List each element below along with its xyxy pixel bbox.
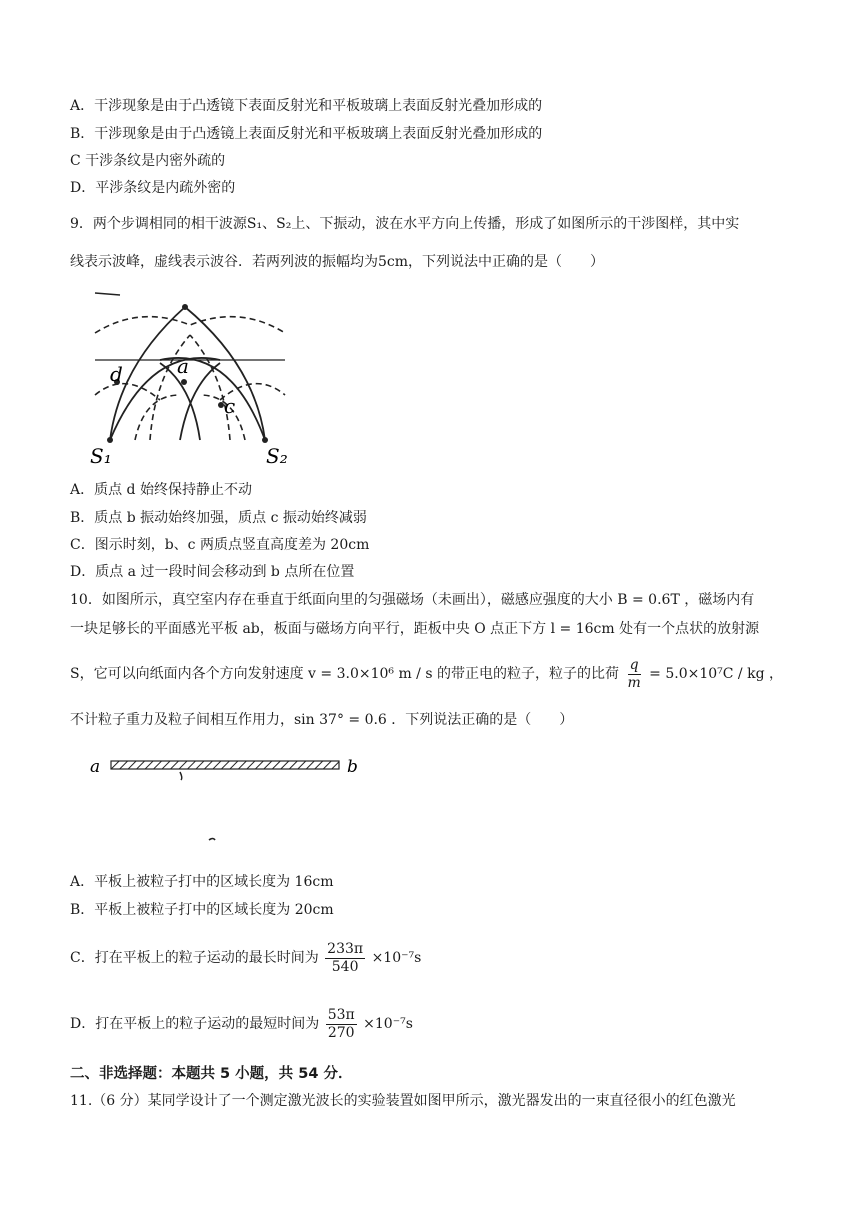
q10-option-c-denominator: 540 — [331, 958, 359, 975]
section-2-heading: 二、非选择题：本题共 5 小题，共 54 分． — [70, 1066, 353, 1082]
q9-option-a: A．质点 d 始终保持静止不动 — [70, 482, 252, 498]
q8-option-d: D．平涉条纹是内疏外密的 — [70, 180, 236, 196]
q10-fraction-denominator: m — [627, 674, 641, 691]
q9-point-a — [181, 379, 187, 385]
q10-stem-line4: 不计粒子重力及粒子间相互作用力，sin 37° = 0.6 ．下列说法正确的是（ ） — [70, 712, 574, 728]
q10-option-a: A．平板上被粒子打中的区域长度为 16cm — [70, 874, 334, 890]
q10-option-d-fraction — [326, 1007, 357, 1042]
q11-stem-line1: 11.（6 分）某同学设计了一个测定激光波长的实验装置如图甲所示，激光器发出的一束直径很小的红色激光 — [70, 1093, 736, 1109]
q9-label-a: a — [177, 354, 189, 378]
q9-option-b: B．质点 b 振动始终加强，质点 c 振动始终减弱 — [70, 510, 367, 526]
q10-option-d-numerator: 53π — [327, 1006, 355, 1023]
q9-option-c: C．图示时刻，b、c 两质点竖直高度差为 20cm — [70, 537, 370, 553]
q10-option-d — [70, 1002, 413, 1046]
q10-stem-line2: 一块足够长的平面感光平板 ab，板面与磁场方向平行，距板中央 O 点正下方 l = 16cm 处有一个点状的放射源 — [70, 621, 760, 637]
q10-option-c-numerator: 233π — [327, 940, 364, 957]
q10-plate — [111, 761, 339, 769]
q10-label-a: a — [90, 757, 101, 777]
q10-option-d-denominator: 270 — [327, 1024, 355, 1041]
q10-source-s-mark — [209, 839, 215, 841]
q10-option-b: B．平板上被粒子打中的区域长度为 20cm — [70, 902, 334, 918]
q9-interference-figure — [80, 285, 300, 470]
q9-label-s2: S₂ — [266, 444, 288, 468]
q10-stem-line3-a: S，它可以向纸面内各个方向发射速度 v = 3.0×10⁶ m / s 的带正电的粒子，粒子的比荷 — [70, 666, 619, 682]
q8-option-a: A．干涉现象是由于凸透镜下表面反射光和平板玻璃上表面反射光叠加形成的 — [70, 98, 543, 114]
q10-option-c-fraction — [325, 941, 365, 976]
q10-option-d-unit: ×10⁻⁷s — [363, 1016, 413, 1032]
q10-stem-line1: 10．如图所示，真空室内存在垂直于纸面向里的匀强磁场（未画出），磁感应强度的大小 B = 0.6T ，磁场内有 — [70, 592, 755, 608]
q9-label-c: c — [224, 394, 236, 418]
q10-charge-mass-fraction — [625, 657, 642, 692]
q10-plate-figure — [85, 752, 375, 852]
q10-option-c-unit: ×10⁻⁷s — [371, 950, 422, 966]
q9-stem-line2: 线表示波峰，虚线表示波谷．若两列波的振幅均为5cm，下列说法中正确的是（ ） — [70, 254, 605, 270]
q8-option-b: B．干涉现象是由于凸透镜上表面反射光和平板玻璃上表面反射光叠加形成的 — [70, 126, 543, 142]
q9-label-d: d — [110, 362, 123, 386]
q9-stem-line1: 9．两个步调相同的相干波源S₁、S₂上、下振动，波在水平方向上传播，形成了如图所示的干涉图样，其中实 — [70, 216, 740, 232]
q8-option-c: C 干涉条纹是内密外疏的 — [70, 153, 226, 169]
q9-option-d: D．质点 a 过一段时间会移动到 b 点所在位置 — [70, 564, 355, 580]
q10-option-c — [70, 936, 421, 980]
q9-label-s1: S₁ — [90, 444, 112, 468]
q10-stem-line3 — [70, 654, 783, 694]
q9-source-s2 — [262, 437, 268, 443]
q10-option-c-text: C．打在平板上的粒子运动的最长时间为 — [70, 950, 319, 966]
q9-point-b — [182, 304, 188, 310]
q10-fraction-numerator: q — [629, 656, 639, 673]
q9-source-s1 — [107, 437, 113, 443]
q10-label-b: b — [347, 757, 358, 777]
q10-option-d-text: D．打在平板上的粒子运动的最短时间为 — [70, 1016, 320, 1032]
q10-stem-line3-b: = 5.0×10⁷C / kg ， — [649, 666, 783, 682]
